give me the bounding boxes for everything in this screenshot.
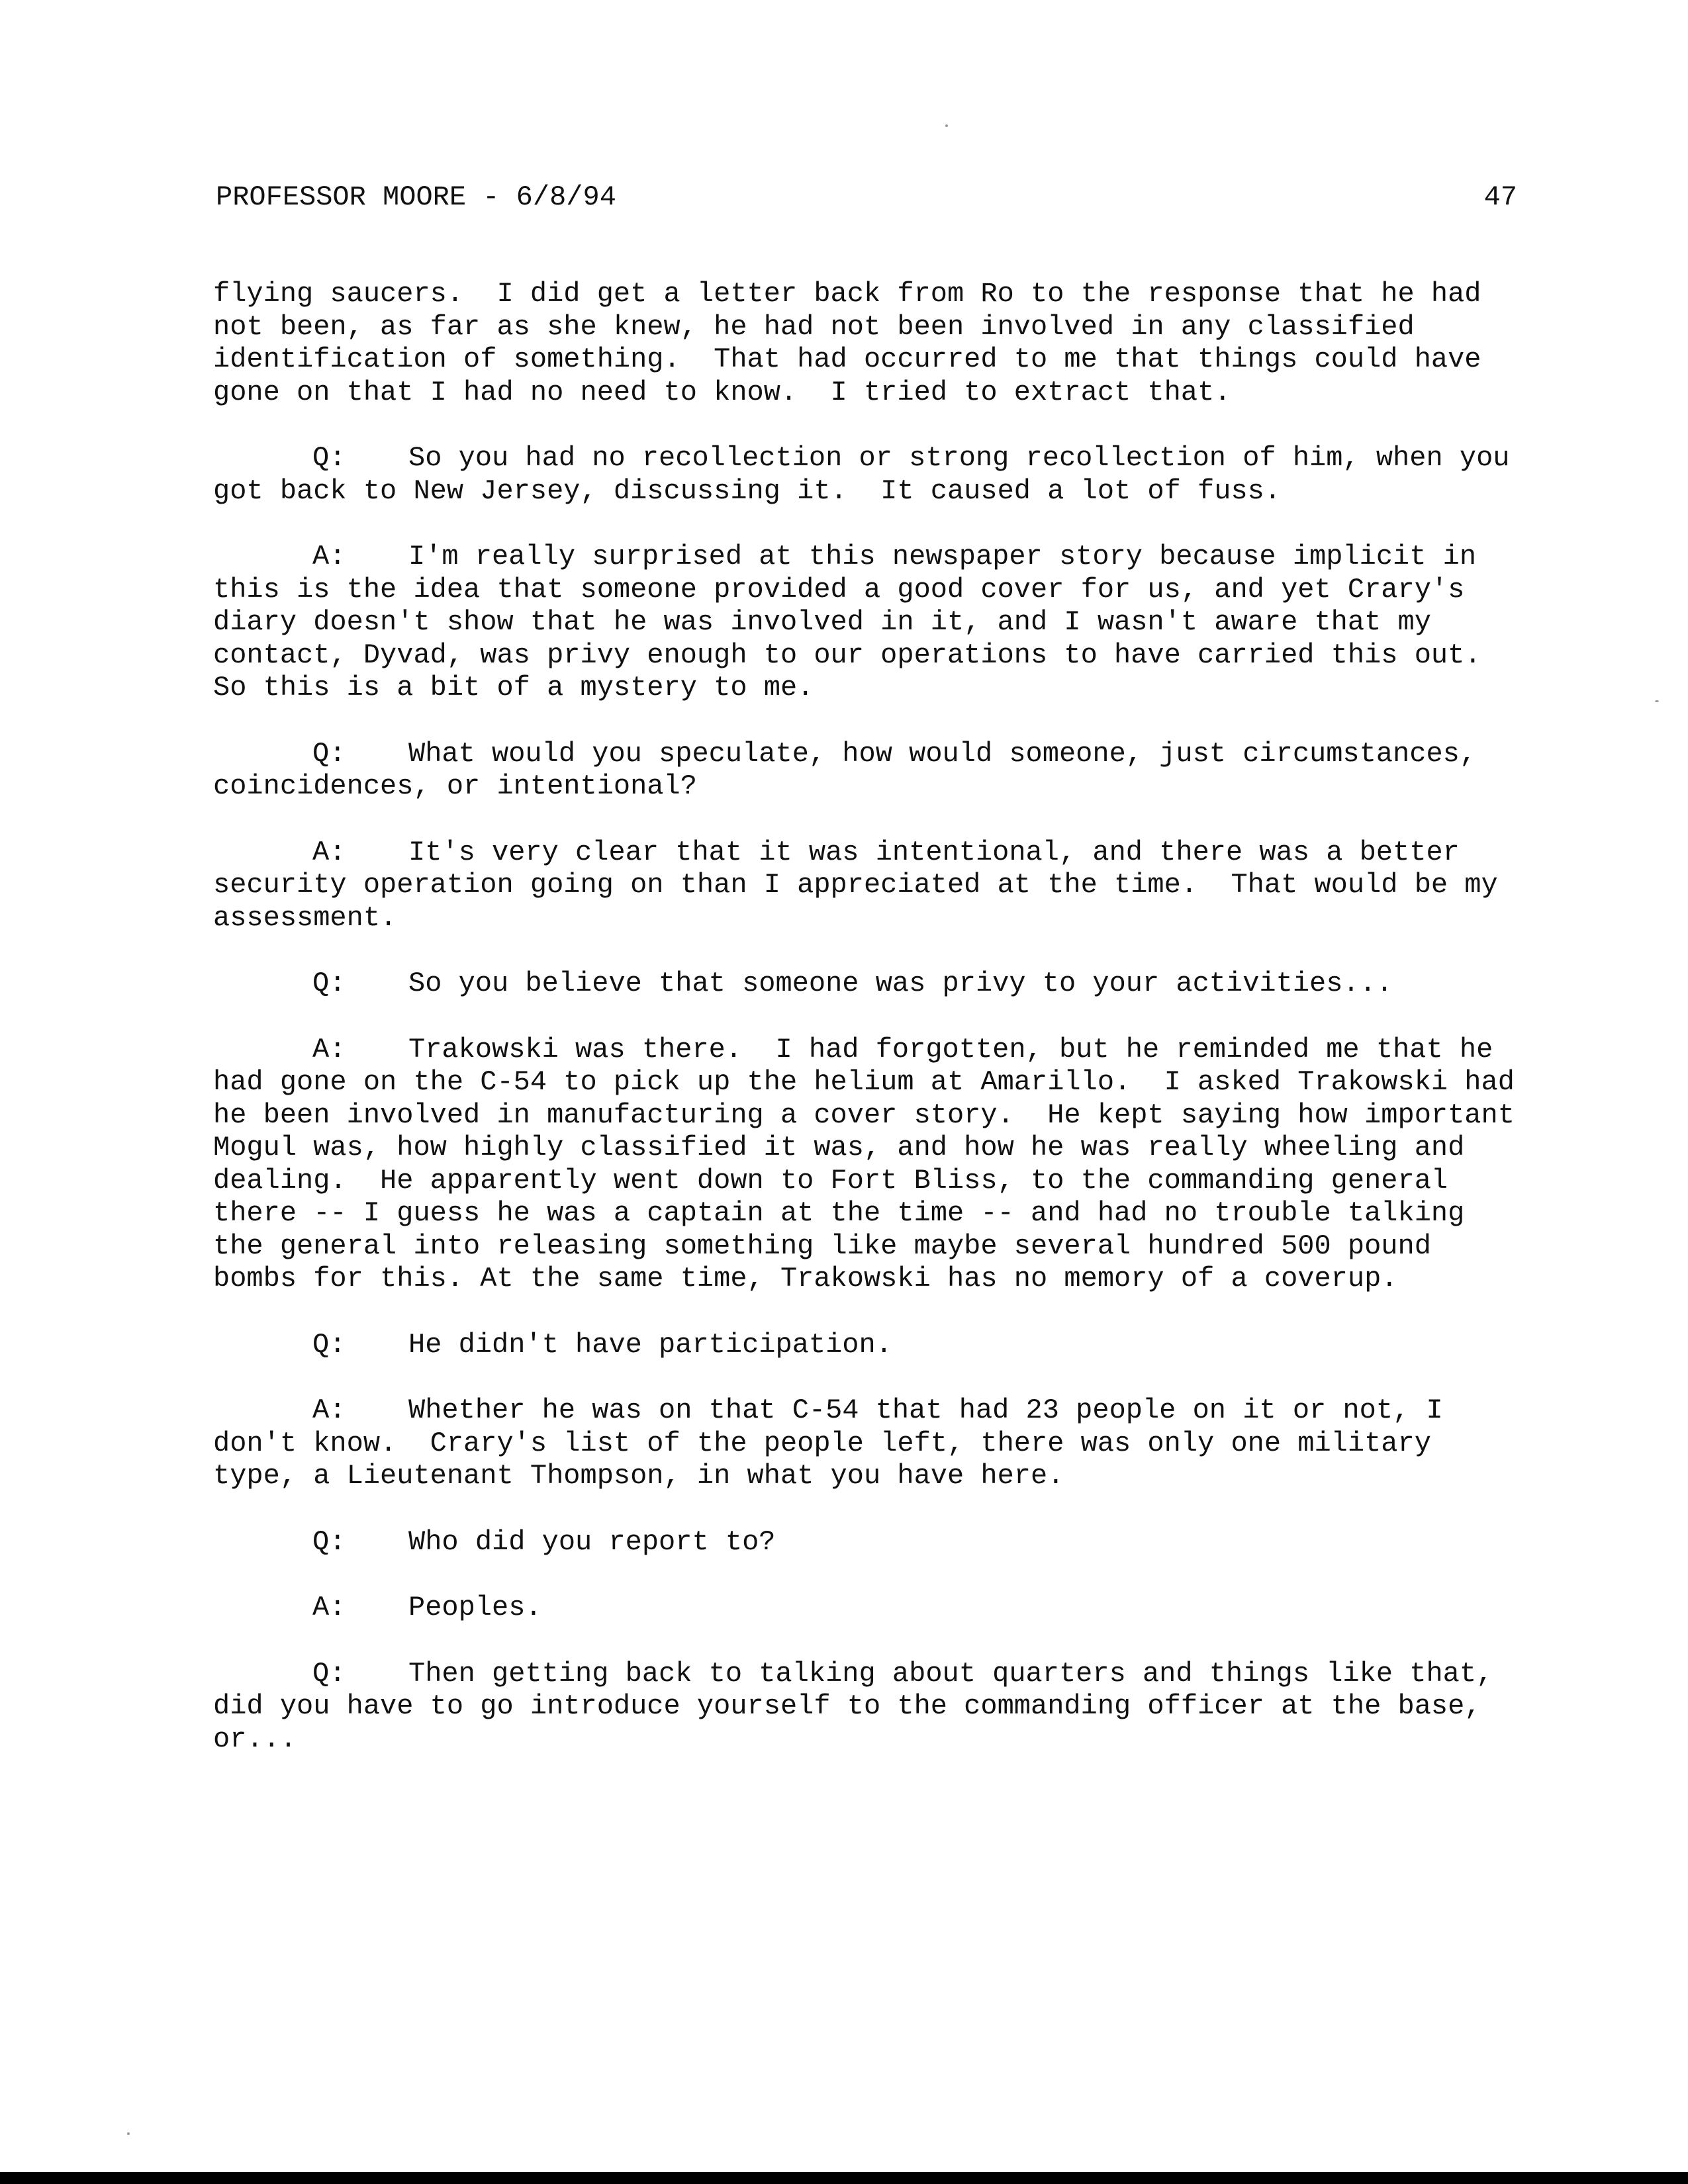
paragraph-text: I'm really surprised at this newspaper story because implicit in this is the idea that someone provided a good cover for us, and yet Crary's diary doesn't show that he was involved in it, and I wasn't aware that my contact, Dyvad, was privy enough to our operations to have carried this out. So this is a bit of a mystery to me. (213, 541, 1515, 704)
scan-speck (945, 124, 948, 127)
transcript-paragraph (213, 1329, 1524, 1362)
speaker-label: A: (312, 1394, 346, 1426)
scan-bottom-edge (0, 2172, 1688, 2184)
speaker-label: Q: (312, 1657, 346, 1690)
speaker-label: A: (312, 836, 346, 868)
transcript-paragraph (213, 837, 1524, 935)
paragraph-text: So you had no recollection or strong recollection of him, when you got back to New Jersey, discussing it. It caused a lot of fuss. (213, 442, 1526, 507)
speaker-label: A: (312, 541, 346, 572)
transcript-paragraph (213, 738, 1524, 803)
paragraph-text: Trakowski was there. I had forgotten, but he reminded me that he had gone on the C-54 to pick up the helium at Amarillo. I asked Trakowski had he been involved in manufacturing a cover story. He kept saying how important Mogul was, how highly classified it was, and how he was really wheeling and dealing. He apparently went down to Fort Bliss, to the commanding general there -- I guess he was a captain at the time -- and had no trouble talking the general into releasing something like maybe several hundred 500 pound bombs for this. At the same time, Trakowski has no memory of a coverup. (213, 1033, 1532, 1295)
transcript-paragraph (213, 1592, 1524, 1625)
transcript-paragraph (213, 1394, 1524, 1493)
transcript-paragraph (213, 1526, 1524, 1559)
speaker-label: Q: (312, 737, 346, 770)
transcript-body (213, 278, 1532, 1789)
transcript-paragraph (213, 1658, 1524, 1756)
transcript-paragraph (213, 442, 1524, 508)
transcript-paragraph (213, 1033, 1532, 1296)
speaker-label: Q: (312, 1525, 346, 1558)
scan-speck (1655, 700, 1659, 702)
transcript-paragraph (213, 541, 1524, 705)
scan-speck (127, 2132, 130, 2135)
transcript-paragraph (213, 278, 1524, 409)
header-title: PROFESSOR MOORE - 6/8/94 (216, 181, 616, 213)
speaker-label: Q: (312, 442, 346, 474)
paragraph-text: Whether he was on that C-54 that had 23 people on it or not, I don't know. Crary's list of the people left, there was only one military type, a Lieutenant Thompson, in what you have here. (213, 1394, 1460, 1492)
paragraph-text: Who did you report to? (408, 1525, 776, 1558)
transcript-paragraph (213, 968, 1524, 1001)
page-header (216, 177, 1517, 217)
speaker-label: A: (312, 1033, 346, 1066)
paragraph-text: What would you speculate, how would someone, just circumstances, coincidences, or intentional? (213, 737, 1493, 802)
paragraph-text: Peoples. (408, 1592, 542, 1623)
paragraph-text: So you believe that someone was privy to your activities... (408, 968, 1393, 999)
speaker-label: A: (312, 1592, 346, 1623)
paragraph-text: It's very clear that it was intentional, and there was a better security operation going on than I appreciated at the time. That would be my assessment. (213, 836, 1515, 934)
speaker-label: Q: (312, 968, 346, 999)
page-number: 47 (1483, 181, 1517, 213)
paragraph-text: flying saucers. I did get a letter back from Ro to the response that he had not been, as far as she knew, he had not been involved in any classified identification of something. That had occurred to me that things could have gone on that I had no need to know. I tried to extract that. (213, 278, 1498, 408)
paragraph-text: He didn't have participation. (408, 1328, 892, 1361)
paragraph-text: Then getting back to talking about quarters and things like that, did you have to go introduce yourself to the commanding officer at the base, or... (213, 1657, 1510, 1755)
speaker-label: Q: (312, 1328, 346, 1361)
